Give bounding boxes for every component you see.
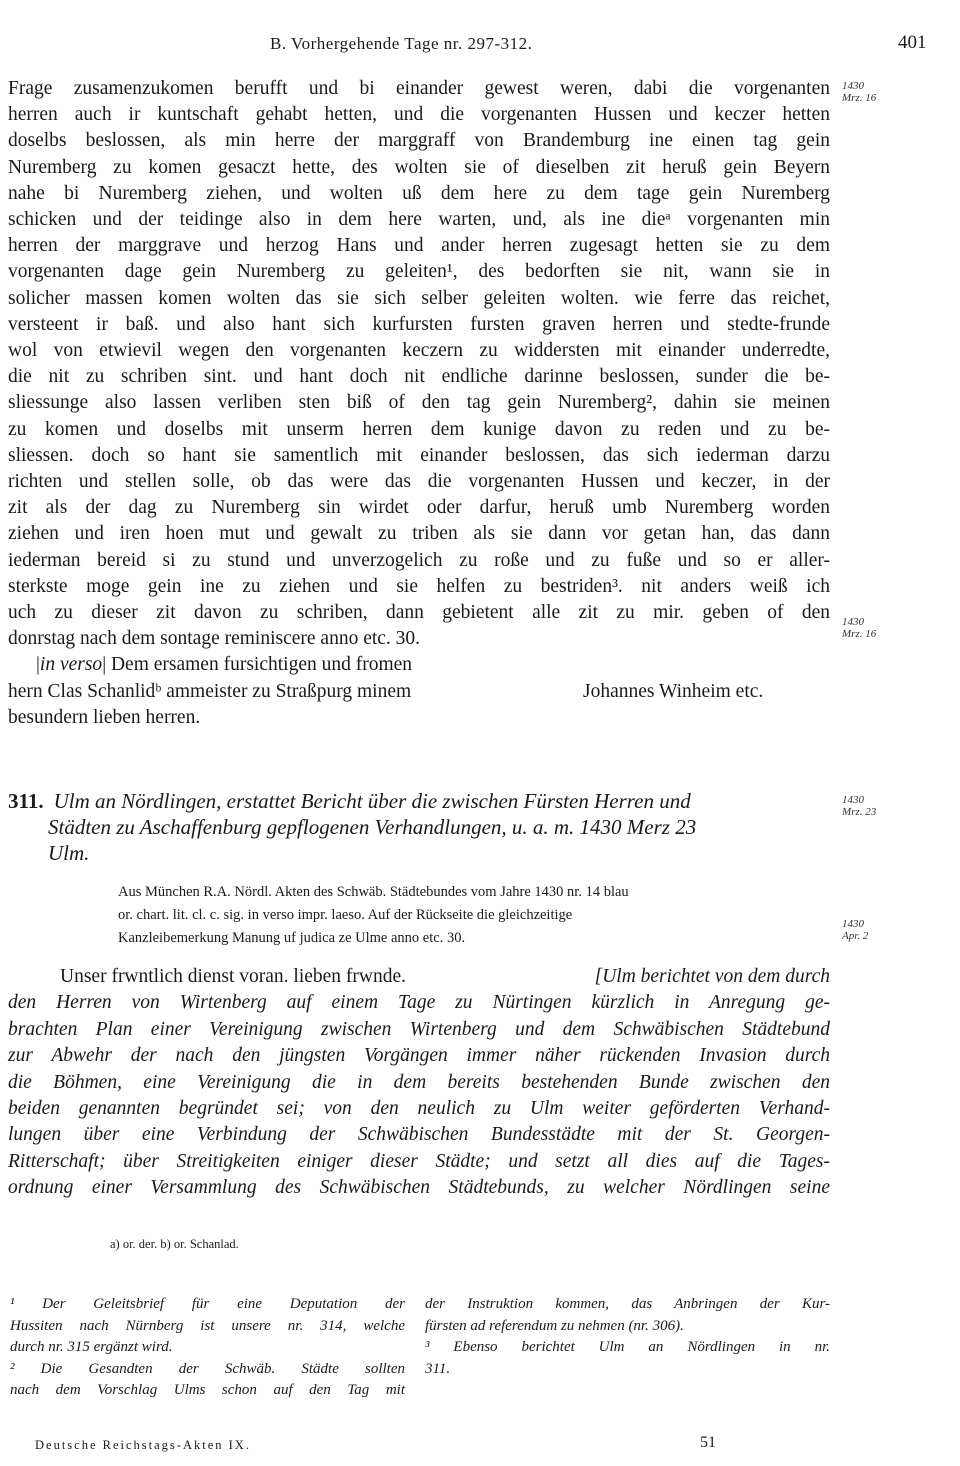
text-line: uch zu dieser zit davon zu schriben, dann gebietent alle zit zu mir. geben of den bbox=[8, 602, 830, 624]
page-number: 401 bbox=[898, 32, 927, 53]
footnote-line: ³ Ebenso berichtet Ulm an Nördlingen in nr. bbox=[425, 1339, 830, 1355]
footnote-line: Hussiten nach Nürnberg ist unsere nr. 314, welche bbox=[10, 1317, 405, 1334]
text-line: Nuremberg zu komen gesaczt hette, des wolten sie of dieselben zit heruß gein Beyern bbox=[8, 156, 830, 178]
verso-line: |in verso| Dem ersamen fursichtigen und fromen bbox=[36, 654, 413, 676]
series-title: Deutsche Reichstags-Akten IX. bbox=[35, 1438, 251, 1452]
footnote-line: 311. bbox=[425, 1360, 451, 1377]
footnote-line: nach dem Vorschlag Ulms schon auf den Tag mit bbox=[10, 1382, 405, 1398]
critical-apparatus: a) or. der. b) or. Schanlad. bbox=[110, 1237, 239, 1251]
summary-line: lungen über eine Verbindung der Schwäbischen Bundesstädte mit der St. Georgen- bbox=[8, 1124, 830, 1146]
margin-year: 1430 bbox=[842, 80, 864, 92]
text-line: sterkste moge gein ine zu ziehen und sie helfen zu bestriden³. nit anders weiß ich bbox=[8, 575, 830, 597]
verso-label: in verso bbox=[39, 654, 103, 676]
text-line: vorgenanten dage gein Nuremberg zu geleiten¹, des bedorften sie nit, wann sie in bbox=[8, 261, 830, 283]
summary-line: beiden genannten begründet sei; von den neulich zu Ulm weiter geförderten Verhand- bbox=[8, 1098, 830, 1120]
running-head: B. Vorhergehende Tage nr. 297-312. bbox=[270, 34, 533, 53]
verso-line bbox=[8, 679, 830, 705]
margin-year: 1430 bbox=[842, 794, 864, 806]
margin-date bbox=[842, 616, 876, 640]
text-line: wol von etwievil wegen den vorgenanten keczern zu widdersten mit einander underredte, bbox=[8, 340, 830, 362]
footnote-line: ¹ Der Geleitsbrief für eine Deputation der bbox=[10, 1296, 405, 1312]
text-line: solicher massen komen wolten das sie sich selber geleiten wolten. wie ferre das reichet, bbox=[8, 287, 830, 309]
margin-year: 1430 bbox=[842, 616, 864, 628]
footnote-line: der Instruktion kommen, das Anbringen der Kur- bbox=[425, 1296, 830, 1312]
footnotes-left bbox=[10, 1294, 405, 1402]
greeting: Unser frwntlich dienst voran. lieben frwnde. bbox=[60, 966, 407, 987]
text-line: nahe bi Nuremberg ziehen, und wolten uß dem here zu dem tage gein Nuremberg bbox=[8, 182, 830, 204]
verso-text: hern Clas Schanlidᵇ ammeister zu Straßpurg minem bbox=[8, 680, 412, 702]
summary-line: [Ulm berichtet von dem durch bbox=[594, 966, 830, 987]
signature: Johannes Winheim etc. bbox=[583, 680, 764, 702]
source-line: Kanzleibemerkung Manung uf judica ze Ulme anno etc. 30. bbox=[118, 930, 466, 946]
text-line: ziehen und iren hoen mut und gewalt zu triben als sie dann vor getan han, das dann bbox=[8, 523, 830, 545]
summary-line: ordnung einer Versammlung des Schwäbischen Städtebunds, zu welcher Nördlingen seine bbox=[8, 1177, 830, 1199]
summary-line: zur Abwehr der nach den jüngsten Vorgängen immer näher rückenden Invasion durch bbox=[8, 1045, 830, 1067]
document-title-line: Städten zu Aschaffenburg gepflogenen Verhandlungen, u. a. m. 1430 Merz 23 bbox=[48, 815, 697, 839]
main-text bbox=[8, 76, 830, 731]
margin-day: Mrz. 16 bbox=[842, 628, 877, 640]
text-line: versteent ir baß. und also hant sich kurfursten fursten graven herren und stedte-frunde bbox=[8, 313, 830, 335]
summary-line: brachten Plan einer Vereinigung zwischen Wirtenberg und dem Schwäbischen Städtebund bbox=[8, 1018, 830, 1040]
document-body bbox=[8, 964, 830, 1202]
text-line: herren auch ir kuntschaft gehabt hetten, und die vorgenanten Hussen und keczer hetten bbox=[8, 104, 830, 126]
margin-day: Mrz. 23 bbox=[842, 806, 877, 818]
footnotes-right bbox=[425, 1294, 830, 1380]
text-line: zit als der dag zu Nuremberg sin wirdet oder darfur, heruß umb Nuremberg worden bbox=[8, 497, 830, 519]
summary-line: die Böhmen, eine Vereinigung die in dem bereits bestehenden Bunde zwischen den bbox=[8, 1071, 830, 1093]
text-line: iederman bereid si zu stund und unverzogelich zu roße und zu fuße und so er aller- bbox=[8, 549, 830, 571]
verso-text: Dem ersamen fursichtigen und fromen bbox=[110, 654, 413, 676]
margin-date bbox=[842, 80, 876, 104]
text-line: Frage zusamenzukomen berufft und bi einander gewest weren, dabi die vorgenanten bbox=[8, 78, 830, 99]
margin-date bbox=[842, 918, 868, 942]
text-line: herren der marggrave und herzog Hans und ander herren zugesagt hetten sie zu dem bbox=[8, 235, 830, 257]
text-line: schicken und der teidinge also in dem here warten, und, als ine dieᵃ vorgenanten min bbox=[8, 209, 830, 231]
margin-date bbox=[842, 794, 876, 818]
document-heading bbox=[8, 788, 830, 866]
summary-line: den Herren von Wirtenberg auf einem Tage zu Nürtingen kürzlich in Anregung ge- bbox=[8, 992, 830, 1014]
margin-day: Apr. 2 bbox=[842, 930, 869, 942]
text-line: die nit zu schriben sint. und hant doch nit endliche darinne beslossen, sunder die be- bbox=[8, 366, 830, 388]
summary-line: Ritterschaft; über Streitigkeiten einiger dieser Städte; und setzt all dies auf die Tages- bbox=[8, 1150, 830, 1172]
text-line: donrstag nach dem sontage reminiscere anno etc. 30. bbox=[8, 628, 421, 650]
signature-mark: 51 bbox=[700, 1434, 716, 1451]
text-line: sliessunge also lassen verliben sten biß of den tag gein Nuremberg², dahin sie meinen bbox=[8, 392, 830, 414]
source-note bbox=[118, 881, 830, 950]
source-line: or. chart. lit. cl. c. sig. in verso impr. laeso. Auf der Rückseite die gleichzeitige bbox=[118, 907, 573, 923]
text-line: sliessen. doch so hant sie samentlich mit einander beslossen, das sich iederman darzu bbox=[8, 444, 830, 466]
text-line: richten und stellen solle, ob das were das die vorgenanten Hussen und keczer, in der bbox=[8, 471, 830, 493]
document-title-line: Ulm an Nördlingen, erstattet Bericht über die zwischen Fürsten Herren und bbox=[53, 789, 691, 813]
source-line: Aus München R.A. Nördl. Akten des Schwäb. Städtebundes vom Jahre 1430 nr. 14 blau bbox=[118, 884, 629, 900]
greeting-line bbox=[8, 964, 830, 990]
text-line: doselbs beslossen, als min herre der marggraff von Brandemburg ine einen tag gein bbox=[8, 130, 830, 152]
document-title-line: Ulm. bbox=[48, 841, 90, 865]
verso-line: besundern lieben herren. bbox=[8, 706, 201, 728]
document-number: 311. bbox=[8, 789, 44, 813]
footnote-line: fürsten ad referendum zu nehmen (nr. 306). bbox=[425, 1317, 684, 1334]
footnote-line: ² Die Gesandten der Schwäb. Städte sollten bbox=[10, 1360, 405, 1377]
footnote-line: durch nr. 315 ergänzt wird. bbox=[10, 1339, 173, 1355]
text-line: zu komen und doselbs mit unserm herren dem kunige davon zu reden und zu be- bbox=[8, 418, 830, 440]
margin-day: Mrz. 16 bbox=[842, 92, 877, 104]
margin-year: 1430 bbox=[842, 918, 864, 930]
